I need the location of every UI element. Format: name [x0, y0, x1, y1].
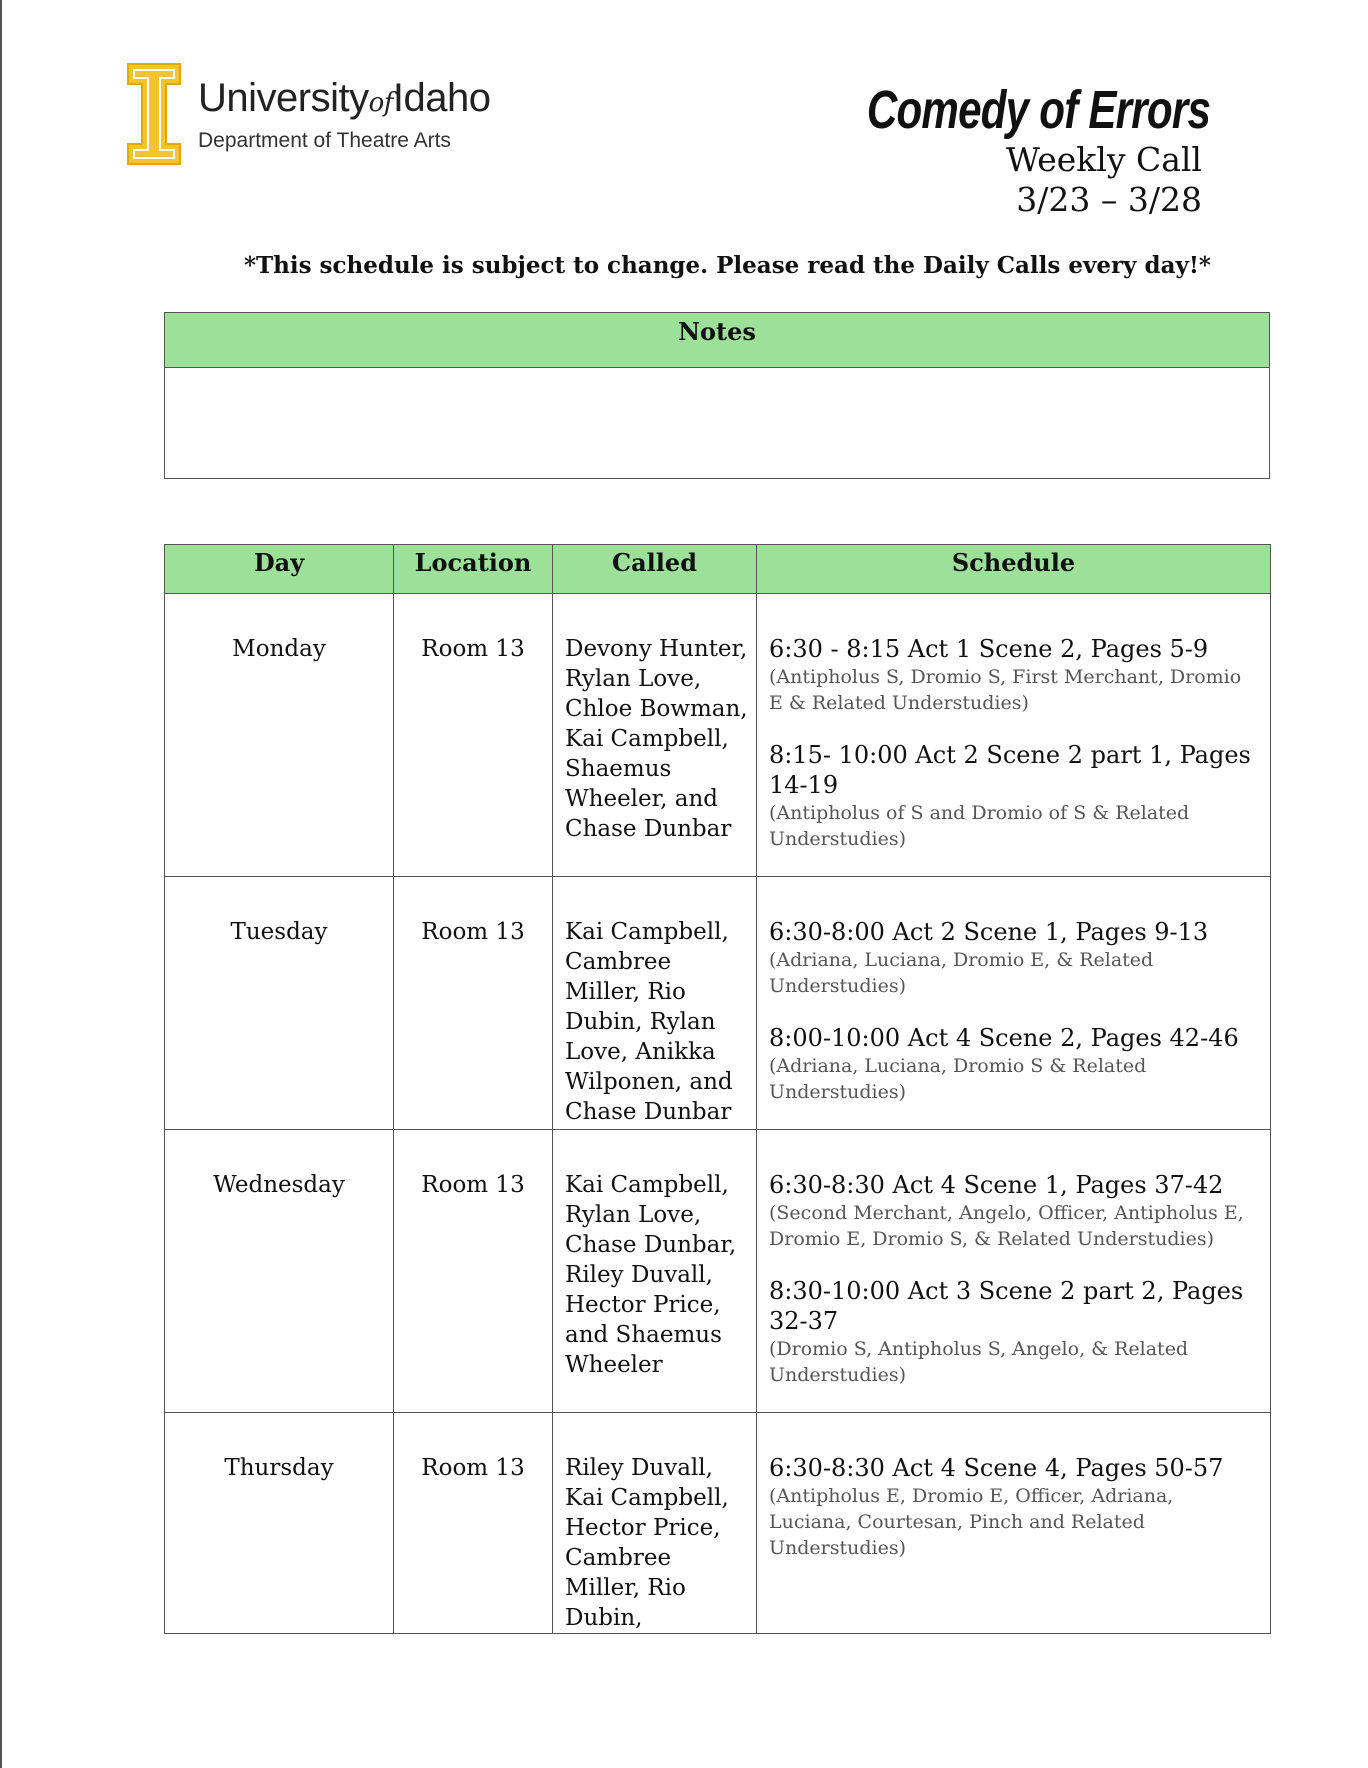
table-row: [165, 1413, 1271, 1634]
schedule-cell: [757, 877, 1271, 1130]
table-row: [165, 1130, 1271, 1413]
slot-time: 6:30-8:30 Act 4 Scene 4, Pages 50-57: [769, 1454, 1224, 1482]
day-cell: Monday: [165, 594, 394, 877]
slot-time: 6:30-8:30 Act 4 Scene 1, Pages 37-42: [769, 1171, 1224, 1199]
title-block: [770, 80, 1210, 220]
slot-cast: (Dromio S, Antipholus S, Angelo, & Related Understudies): [769, 1338, 1189, 1386]
schedule-slot: [769, 1170, 1260, 1252]
schedule-cell: [757, 1130, 1271, 1413]
called-cell: Kai Campbell, Rylan Love, Chase Dunbar, Riley Duvall, Hector Price, and Shaemus Wheeler: [553, 1130, 757, 1413]
logo-wordmark: [198, 76, 490, 153]
day-cell: Tuesday: [165, 877, 394, 1130]
slot-cast: (Antipholus S, Dromio S, First Merchant, Dromio E & Related Understudies): [769, 666, 1242, 714]
schedule-slot: [769, 917, 1260, 999]
page-edge: [0, 0, 2, 1768]
column-header-schedule: Schedule: [757, 545, 1271, 594]
schedule-warning: *This schedule is subject to change. Please read the Daily Calls every day!*: [244, 252, 1211, 279]
column-header-called: Called: [553, 545, 757, 594]
column-header-location: Location: [394, 545, 553, 594]
university-logo: [126, 62, 182, 166]
university-name: UniversityofIdaho: [198, 76, 491, 120]
schedule-table: [164, 544, 1271, 1634]
table-row: [165, 594, 1271, 877]
schedule-header-row: [165, 545, 1271, 594]
slot-cast: (Antipholus E, Dromio E, Officer, Adriana, Luciana, Courtesan, Pinch and Related Understudies): [769, 1485, 1174, 1559]
show-title: Comedy of Errors: [866, 80, 1210, 140]
called-cell: Kai Campbell, Cambree Miller, Rio Dubin, Rylan Love, Anikka Wilponen, and Chase Dunbar: [553, 877, 757, 1130]
schedule-slot: [769, 1453, 1260, 1561]
schedule-cell: [757, 594, 1271, 877]
day-cell: Thursday: [165, 1413, 394, 1634]
slot-time: 8:30-10:00 Act 3 Scene 2 part 2, Pages 32-37: [769, 1277, 1244, 1335]
department-name: Department of Theatre Arts: [198, 129, 451, 152]
call-type: Weekly Call: [1005, 140, 1202, 179]
called-cell: Devony Hunter, Rylan Love, Chloe Bowman, Kai Campbell, Shaemus Wheeler, and Chase Dunbar: [553, 594, 757, 877]
column-header-day: Day: [165, 545, 394, 594]
called-cell: Riley Duvall, Kai Campbell, Hector Price, Cambree Miller, Rio Dubin,: [553, 1413, 757, 1634]
slot-cast: (Adriana, Luciana, Dromio E, & Related Understudies): [769, 949, 1154, 997]
notes-heading: Notes: [165, 313, 1269, 368]
slot-cast: (Second Merchant, Angelo, Officer, Antipholus E, Dromio E, Dromio S, & Related Understudies): [769, 1202, 1244, 1250]
slot-time: 8:15- 10:00 Act 2 Scene 2 part 1, Pages 14-19: [769, 741, 1251, 799]
location-cell: Room 13: [394, 877, 553, 1130]
idaho-i-icon: [126, 62, 182, 166]
schedule-slot: [769, 740, 1260, 852]
slot-time: 6:30 - 8:15 Act 1 Scene 2, Pages 5-9: [769, 635, 1209, 663]
location-cell: Room 13: [394, 1130, 553, 1413]
schedule-slot: [769, 634, 1260, 716]
schedule-cell: [757, 1413, 1271, 1634]
date-range: 3/23 – 3/28: [1016, 180, 1202, 219]
notes-body: [165, 368, 1269, 478]
location-cell: Room 13: [394, 594, 553, 877]
slot-cast: (Antipholus of S and Dromio of S & Related Understudies): [769, 802, 1190, 850]
slot-time: 8:00-10:00 Act 4 Scene 2, Pages 42-46: [769, 1024, 1239, 1052]
slot-cast: (Adriana, Luciana, Dromio S & Related Understudies): [769, 1055, 1147, 1103]
notes-table: [164, 312, 1270, 479]
table-row: [165, 877, 1271, 1130]
day-cell: Wednesday: [165, 1130, 394, 1413]
schedule-slot: [769, 1023, 1260, 1105]
schedule-slot: [769, 1276, 1260, 1388]
slot-time: 6:30-8:00 Act 2 Scene 1, Pages 9-13: [769, 918, 1209, 946]
location-cell: Room 13: [394, 1413, 553, 1634]
